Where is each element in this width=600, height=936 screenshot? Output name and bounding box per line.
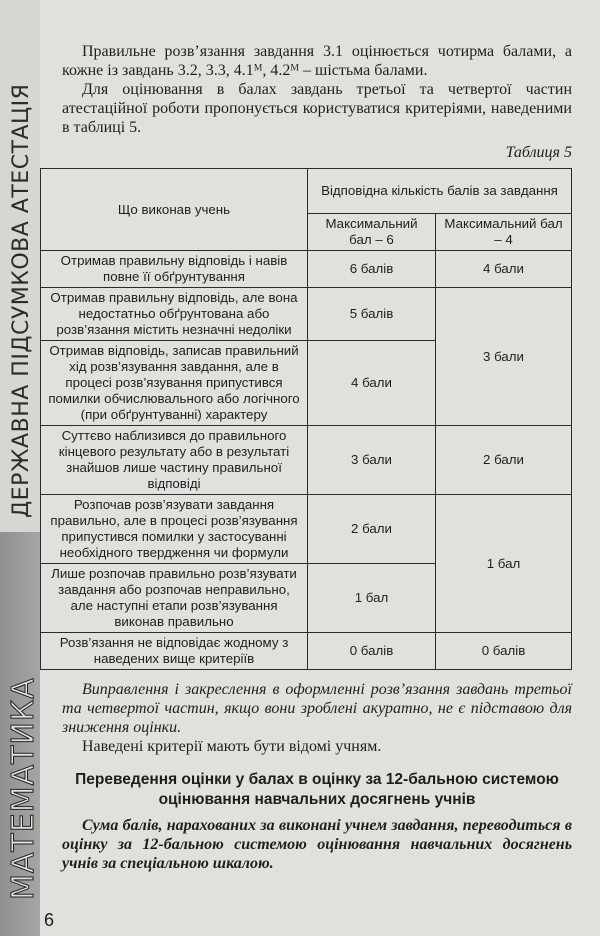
criterion-cell: Лише розпочав правильно розв’язувати завдання або розпочав неправильно, але наступні етапи розв’язування виконав правильно	[41, 564, 308, 633]
max4-cell: 3 бали	[436, 288, 572, 426]
max6-cell: 5 балів	[308, 288, 436, 341]
criterion-cell: Суттєво наблизився до правильного кінцевого результату або в результаті знайшов лише частину правильної відповіді	[41, 426, 308, 495]
max6-cell: 3 бали	[308, 426, 436, 495]
col-header-max6: Максимальний бал – 6	[308, 214, 436, 251]
table-row	[41, 251, 572, 288]
table-row	[41, 288, 572, 341]
subject-running-title: МАТЕМАТИКА	[6, 677, 41, 900]
col-group-header: Відповідна кількість балів за завдання	[308, 169, 572, 214]
table-row	[41, 426, 572, 495]
max4-cell: 0 балів	[436, 633, 572, 670]
criteria-table	[40, 168, 572, 670]
criterion-cell: Розв’язання не відповідає жодному з наведених вище критеріїв	[41, 633, 308, 670]
page-content	[48, 42, 572, 873]
criterion-cell: Отримав правильну відповідь і навів повне її обґрунтування	[41, 251, 308, 288]
criterion-cell: Отримав відповідь, записав правильний хід розв’язування завдання, але в процесі розв’язування припустився помилки обчислювального або логічного (при обґрунтуванні) характеру	[41, 341, 308, 426]
note-paragraph-2: Наведені критерії мають бути відомі учням.	[82, 738, 382, 755]
intro-paragraph-1: Правильне розв’язання завдання 3.1 оцінюється чотирма балами, а кожне із завдань 3.2, 3.3, 4.1ᴹ, 4.2ᴹ – шістьма балами.	[62, 43, 572, 79]
max6-cell: 1 бал	[308, 564, 436, 633]
page-number: 6	[44, 910, 55, 930]
section-heading: Переведення оцінки у балах в оцінку за 12-бальною системою оцінювання навчальних досягнень учнів	[75, 771, 559, 808]
note-paragraph: Виправлення і закреслення в оформленні розв’язання завдань третьої та четвертої частин, якщо вони зроблені акуратно, не є підставою для зниження оцінки.	[62, 681, 572, 736]
max4-cell: 4 бали	[436, 251, 572, 288]
table-row	[41, 495, 572, 564]
criterion-cell: Отримав правильну відповідь, але вона недостатньо обґрунтована або розв’язання містить незначні недоліки	[41, 288, 308, 341]
criterion-cell: Розпочав розв’язувати завдання правильно, але в процесі розв’язування припустився помилки у застосуванні необхідного твердження чи формули	[41, 495, 308, 564]
section-running-title: ДЕРЖАВНА ПІДСУМКОВА АТЕСТАЦІЯ	[9, 83, 34, 518]
intro-paragraph-2: Для оцінювання в балах завдань третьої та четвертої частин атестаційної роботи пропонується користуватися критеріями, наведеними в таблиці 5.	[62, 81, 572, 136]
max6-cell: 0 балів	[308, 633, 436, 670]
max6-cell: 6 балів	[308, 251, 436, 288]
col-header-criterion: Що виконав учень	[41, 169, 308, 251]
max6-cell: 4 бали	[308, 341, 436, 426]
col-header-max4: Максимальний бал – 4	[436, 214, 572, 251]
table-row	[41, 633, 572, 670]
max4-cell: 2 бали	[436, 426, 572, 495]
table-caption: Таблиця 5	[505, 144, 572, 161]
max6-cell: 2 бали	[308, 495, 436, 564]
max4-cell: 1 бал	[436, 495, 572, 633]
section-paragraph: Сума балів, нарахованих за виконані учнем завдання, переводиться в оцінку за 12-бальною системою оцінювання навчальних досягнень учнів за спеціальною шкалою.	[62, 817, 572, 872]
